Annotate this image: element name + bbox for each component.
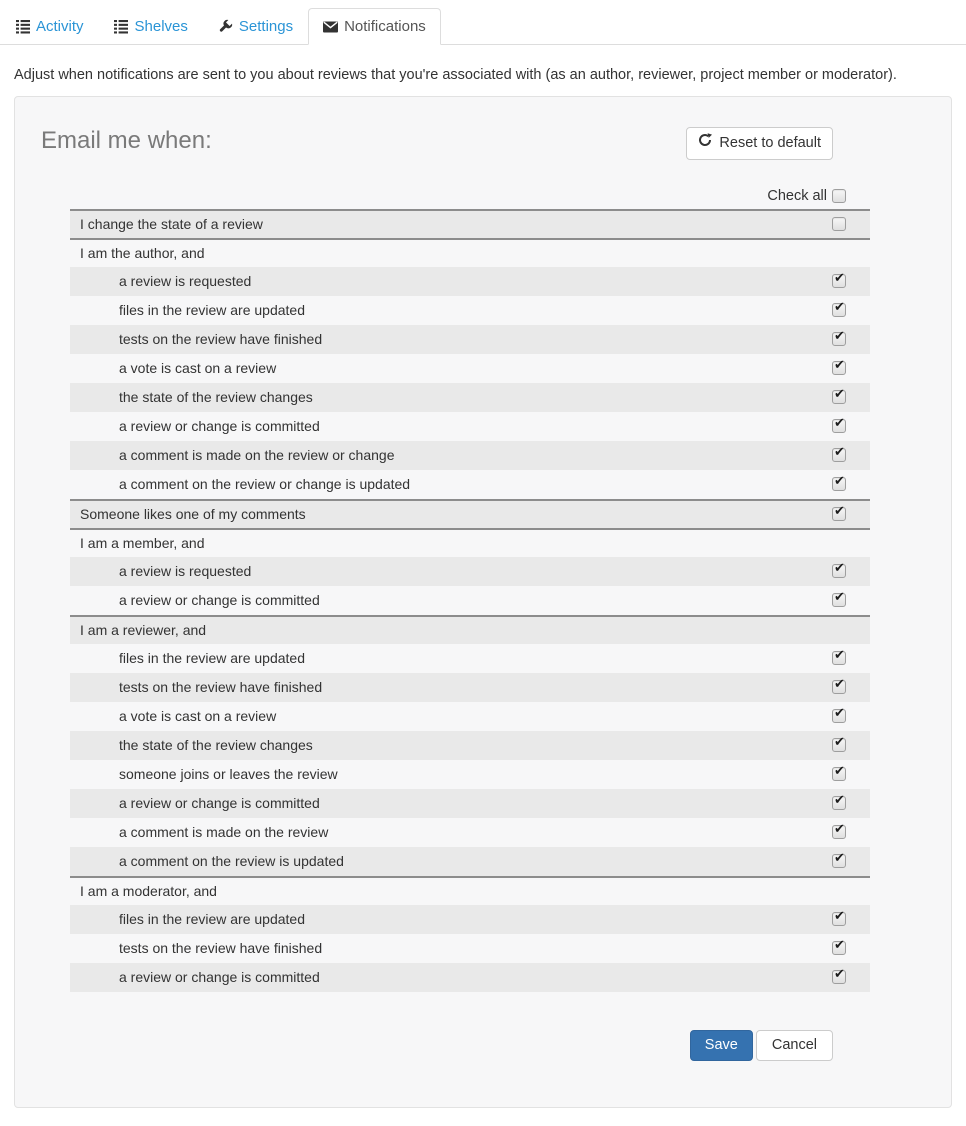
check-all-checkbox[interactable]: [832, 189, 846, 203]
row-label: a review or change is committed: [119, 592, 320, 609]
wrench-icon: [218, 19, 233, 34]
row-checkbox[interactable]: [832, 361, 846, 375]
tab-label: Activity: [36, 18, 84, 35]
reset-button-label: Reset to default: [719, 134, 821, 151]
row-checkbox[interactable]: [832, 854, 846, 868]
row-label: tests on the review have finished: [119, 679, 323, 696]
tab-label: Notifications: [344, 18, 426, 35]
row-label: files in the review are updated: [119, 650, 305, 667]
list-icon: [114, 19, 129, 34]
row-label: I am a member, and: [80, 535, 205, 552]
row-label: a comment on the review is updated: [119, 853, 344, 870]
row-checkbox[interactable]: [832, 941, 846, 955]
group-header-row: [70, 615, 870, 644]
table-row: [70, 847, 870, 876]
row-checkbox[interactable]: [832, 680, 846, 694]
tab-bar: [0, 0, 966, 45]
save-button[interactable]: Save: [690, 1030, 753, 1062]
table-row: [70, 441, 870, 470]
tab-label: Settings: [238, 18, 294, 35]
table-row: [70, 499, 870, 528]
row-label: a review is requested: [119, 563, 252, 580]
table-row: [70, 934, 870, 963]
reset-to-default-button[interactable]: [686, 127, 833, 160]
check-all-label: Check all: [767, 187, 827, 204]
tab-label: Shelves: [134, 18, 188, 35]
tab-settings[interactable]: [203, 8, 308, 45]
row-label: I am a reviewer, and: [80, 622, 207, 639]
table-row: [70, 354, 870, 383]
list-icon: [15, 19, 30, 34]
row-checkbox[interactable]: [832, 767, 846, 781]
row-checkbox[interactable]: [832, 303, 846, 317]
row-checkbox[interactable]: [832, 738, 846, 752]
panel-title: Email me when:: [41, 127, 212, 154]
settings-panel: [14, 96, 952, 1108]
row-label: someone joins or leaves the review: [119, 766, 338, 783]
group-header-row: [70, 238, 870, 267]
row-checkbox[interactable]: [832, 970, 846, 984]
group-header-row: [70, 876, 870, 905]
row-checkbox[interactable]: [832, 593, 846, 607]
row-label: files in the review are updated: [119, 911, 305, 928]
table-row: [70, 644, 870, 673]
row-label: a review or change is committed: [119, 795, 320, 812]
table-row: [70, 731, 870, 760]
table-row: [70, 760, 870, 789]
row-checkbox[interactable]: [832, 912, 846, 926]
row-label: tests on the review have finished: [119, 940, 323, 957]
tab-activity[interactable]: [0, 8, 99, 45]
table-row: [70, 325, 870, 354]
row-checkbox[interactable]: [832, 507, 846, 521]
table-row: [70, 673, 870, 702]
row-checkbox[interactable]: [832, 825, 846, 839]
row-checkbox[interactable]: [832, 274, 846, 288]
row-label: Someone likes one of my comments: [80, 506, 306, 523]
notifications-table: [70, 209, 870, 992]
row-checkbox[interactable]: [832, 332, 846, 346]
table-row: [70, 557, 870, 586]
row-label: a comment is made on the review or change: [119, 447, 395, 464]
row-checkbox[interactable]: [832, 448, 846, 462]
row-label: a comment is made on the review: [119, 824, 329, 841]
panel-header: [15, 97, 951, 160]
table-row: [70, 209, 870, 238]
table-row: [70, 905, 870, 934]
form-actions: [15, 1030, 951, 1062]
row-label: a vote is cast on a review: [119, 360, 277, 377]
row-label: the state of the review changes: [119, 389, 313, 406]
table-row: [70, 383, 870, 412]
cancel-button[interactable]: Cancel: [756, 1030, 833, 1062]
row-label: a review or change is committed: [119, 969, 320, 986]
row-checkbox[interactable]: [832, 651, 846, 665]
row-checkbox[interactable]: [832, 796, 846, 810]
row-label: the state of the review changes: [119, 737, 313, 754]
tab-notifications[interactable]: [308, 8, 441, 45]
refresh-icon: [698, 133, 712, 154]
page-description: Adjust when notifications are sent to you about reviews that you're associated with (as an author, reviewer, project member or moderator).: [14, 67, 897, 83]
table-row: [70, 702, 870, 731]
table-row: [70, 818, 870, 847]
row-label: a comment on the review or change is updated: [119, 476, 411, 493]
row-label: files in the review are updated: [119, 302, 305, 319]
row-checkbox[interactable]: [832, 217, 846, 231]
row-label: tests on the review have finished: [119, 331, 323, 348]
table-row: [70, 412, 870, 441]
table-row: [70, 586, 870, 615]
row-label: I am a moderator, and: [80, 883, 217, 900]
envelope-icon: [323, 19, 338, 34]
row-checkbox[interactable]: [832, 419, 846, 433]
row-label: a vote is cast on a review: [119, 708, 277, 725]
row-checkbox[interactable]: [832, 477, 846, 491]
tab-shelves[interactable]: [99, 8, 203, 45]
row-checkbox[interactable]: [832, 564, 846, 578]
table-row: [70, 470, 870, 499]
table-row: [70, 296, 870, 325]
row-label: I am the author, and: [80, 245, 205, 262]
table-row: [70, 789, 870, 818]
row-checkbox[interactable]: [832, 709, 846, 723]
table-row: [70, 963, 870, 992]
row-label: a review is requested: [119, 273, 252, 290]
check-all-row: [70, 188, 870, 204]
row-checkbox[interactable]: [832, 390, 846, 404]
row-label: a review or change is committed: [119, 418, 320, 435]
group-header-row: [70, 528, 870, 557]
table-row: [70, 267, 870, 296]
row-label: I change the state of a review: [80, 216, 263, 233]
